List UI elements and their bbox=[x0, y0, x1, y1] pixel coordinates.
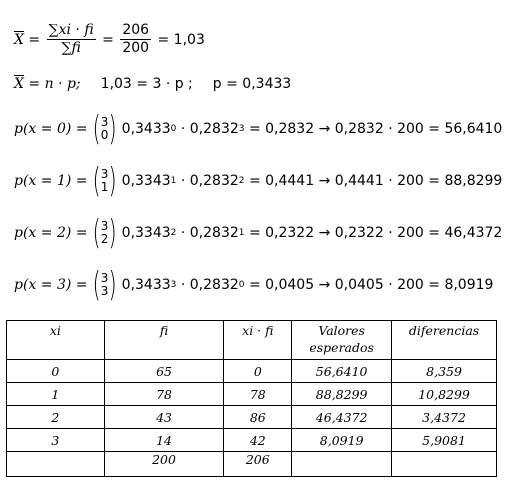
mean-symbol: $\overline{X}$ bbox=[14, 76, 24, 92]
binom-n: 3 bbox=[100, 271, 109, 285]
exp2: 0 bbox=[238, 280, 245, 290]
cell: 2 bbox=[7, 406, 105, 429]
prob-tail: = 0,4441 → 0,4441 · 200 = 88,8299 bbox=[248, 173, 503, 189]
prob-label: p(x = 3) = bbox=[14, 277, 88, 293]
mean-fraction-numeric bbox=[120, 22, 151, 57]
base1: 0,3433 bbox=[121, 121, 171, 137]
cell: 78 bbox=[224, 383, 292, 406]
cell: 86 bbox=[224, 406, 292, 429]
exp2: 2 bbox=[238, 176, 245, 186]
cell: 3,4372 bbox=[392, 406, 497, 429]
cell: 0 bbox=[7, 360, 105, 383]
exp1: 2 bbox=[170, 228, 177, 238]
base2: 0,2832 bbox=[189, 173, 239, 189]
binom-k: 1 bbox=[100, 180, 109, 194]
fraction-numerator: 206 bbox=[122, 22, 150, 38]
eq2-part3: p = 0,3433 bbox=[212, 76, 292, 92]
probability-row: p(x = 2) = ( 3 2 ) 0,3343 2 · 0,2832 1 = 0,2322 → 0,2322 · 200 = 46,4372 bbox=[14, 213, 503, 253]
cell: 0 bbox=[224, 360, 292, 383]
mean-symbol: $\overline{X}$ bbox=[14, 31, 24, 48]
mean-result: = 1,03 bbox=[157, 31, 205, 48]
cell: 8,359 bbox=[392, 360, 497, 383]
frequency-table bbox=[6, 320, 497, 477]
base2: 0,2832 bbox=[189, 225, 239, 241]
binomial-coefficient: ( 3 2 ) bbox=[92, 213, 118, 253]
table-row bbox=[7, 383, 497, 406]
cell: 10,8299 bbox=[392, 383, 497, 406]
header-xi: xi bbox=[7, 321, 105, 360]
header-valores-esperados bbox=[292, 321, 392, 360]
binom-n: 3 bbox=[100, 167, 109, 181]
binom-k: 3 bbox=[100, 284, 109, 298]
base1: 0,3433 bbox=[121, 277, 171, 293]
table-row bbox=[7, 429, 497, 452]
cell bbox=[7, 452, 105, 477]
binom-n: 3 bbox=[100, 219, 109, 233]
table-header-row bbox=[7, 321, 497, 360]
mean-fraction-symbolic bbox=[47, 22, 96, 57]
header-esperados: esperados bbox=[309, 340, 374, 355]
exp1: 0 bbox=[170, 124, 177, 134]
prob-tail: = 0,2832 → 0,2832 · 200 = 56,6410 bbox=[248, 121, 503, 137]
total-fi: 200 bbox=[104, 452, 224, 477]
cell: 8,0919 bbox=[292, 429, 392, 452]
base2: 0,2832 bbox=[189, 277, 239, 293]
cell: 1 bbox=[7, 383, 105, 406]
header-diferencias: diferencias bbox=[392, 321, 497, 360]
base1: 0,3343 bbox=[121, 225, 171, 241]
cell: 42 bbox=[224, 429, 292, 452]
exp1: 1 bbox=[170, 176, 177, 186]
cell: 43 bbox=[104, 406, 224, 429]
total-xi-fi: 206 bbox=[224, 452, 292, 477]
base2: 0,2832 bbox=[189, 121, 239, 137]
probability-row: p(x = 1) = ( 3 1 ) 0,3343 1 · 0,2832 2 = 0,4441 → 0,4441 · 200 = 88,8299 bbox=[14, 161, 503, 201]
prob-tail: = 0,2322 → 0,2322 · 200 = 46,4372 bbox=[248, 225, 503, 241]
cell bbox=[392, 452, 497, 477]
binomial-coefficient: ( 3 0 ) bbox=[92, 109, 118, 149]
cell: 78 bbox=[104, 383, 224, 406]
mean-equation: $\overline{X}$ = $\frac{\sum xi \cdot fi}{\sum fi}$ = $\frac{206}{200}$ = 1,03 bbox=[14, 22, 205, 56]
eq2-part1: = n · p; bbox=[28, 76, 81, 92]
cell: 3 bbox=[7, 429, 105, 452]
table-totals-row bbox=[7, 452, 497, 477]
base1: 0,3343 bbox=[121, 173, 171, 189]
cell: 65 bbox=[104, 360, 224, 383]
cell: 88,8299 bbox=[292, 383, 392, 406]
binom-k: 2 bbox=[100, 232, 109, 246]
cell: 46,4372 bbox=[292, 406, 392, 429]
cell bbox=[292, 452, 392, 477]
fraction-denominator: 200 bbox=[122, 40, 150, 56]
prob-label: p(x = 1) = bbox=[14, 173, 88, 189]
binomial-coefficient: ( 3 1 ) bbox=[92, 161, 118, 201]
fraction-denominator: ∑fi bbox=[61, 40, 81, 56]
exp2: 3 bbox=[238, 124, 245, 134]
cell: 56,6410 bbox=[292, 360, 392, 383]
binomial-coefficient: ( 3 3 ) bbox=[92, 265, 118, 305]
prob-label: p(x = 0) = bbox=[14, 121, 88, 137]
prob-label: p(x = 2) = bbox=[14, 225, 88, 241]
table-row bbox=[7, 360, 497, 383]
exp2: 1 bbox=[238, 228, 245, 238]
table-row bbox=[7, 406, 497, 429]
probability-row: p(x = 3) = ( 3 3 ) 0,3433 3 · 0,2832 0 = 0,0405 → 0,0405 · 200 = 8,0919 bbox=[14, 265, 494, 305]
prob-tail: = 0,0405 → 0,0405 · 200 = 8,0919 bbox=[248, 277, 494, 293]
header-fi: fi bbox=[104, 321, 224, 360]
fraction-numerator: ∑xi · fi bbox=[48, 22, 94, 38]
binom-n: 3 bbox=[100, 115, 109, 129]
eq2-part2: 1,03 = 3 · p ; bbox=[100, 76, 193, 92]
header-xi-fi: xi · fi bbox=[224, 321, 292, 360]
probability-row: p(x = 0) = ( 3 0 ) 0,3433 0 · 0,2832 3 = 0,2832 → 0,2832 · 200 = 56,6410 bbox=[14, 109, 503, 149]
p-equation bbox=[14, 76, 291, 92]
header-valores: Valores bbox=[318, 323, 365, 338]
binom-k: 0 bbox=[100, 128, 109, 142]
cell: 5,9081 bbox=[392, 429, 497, 452]
cell: 14 bbox=[104, 429, 224, 452]
exp1: 3 bbox=[170, 280, 177, 290]
